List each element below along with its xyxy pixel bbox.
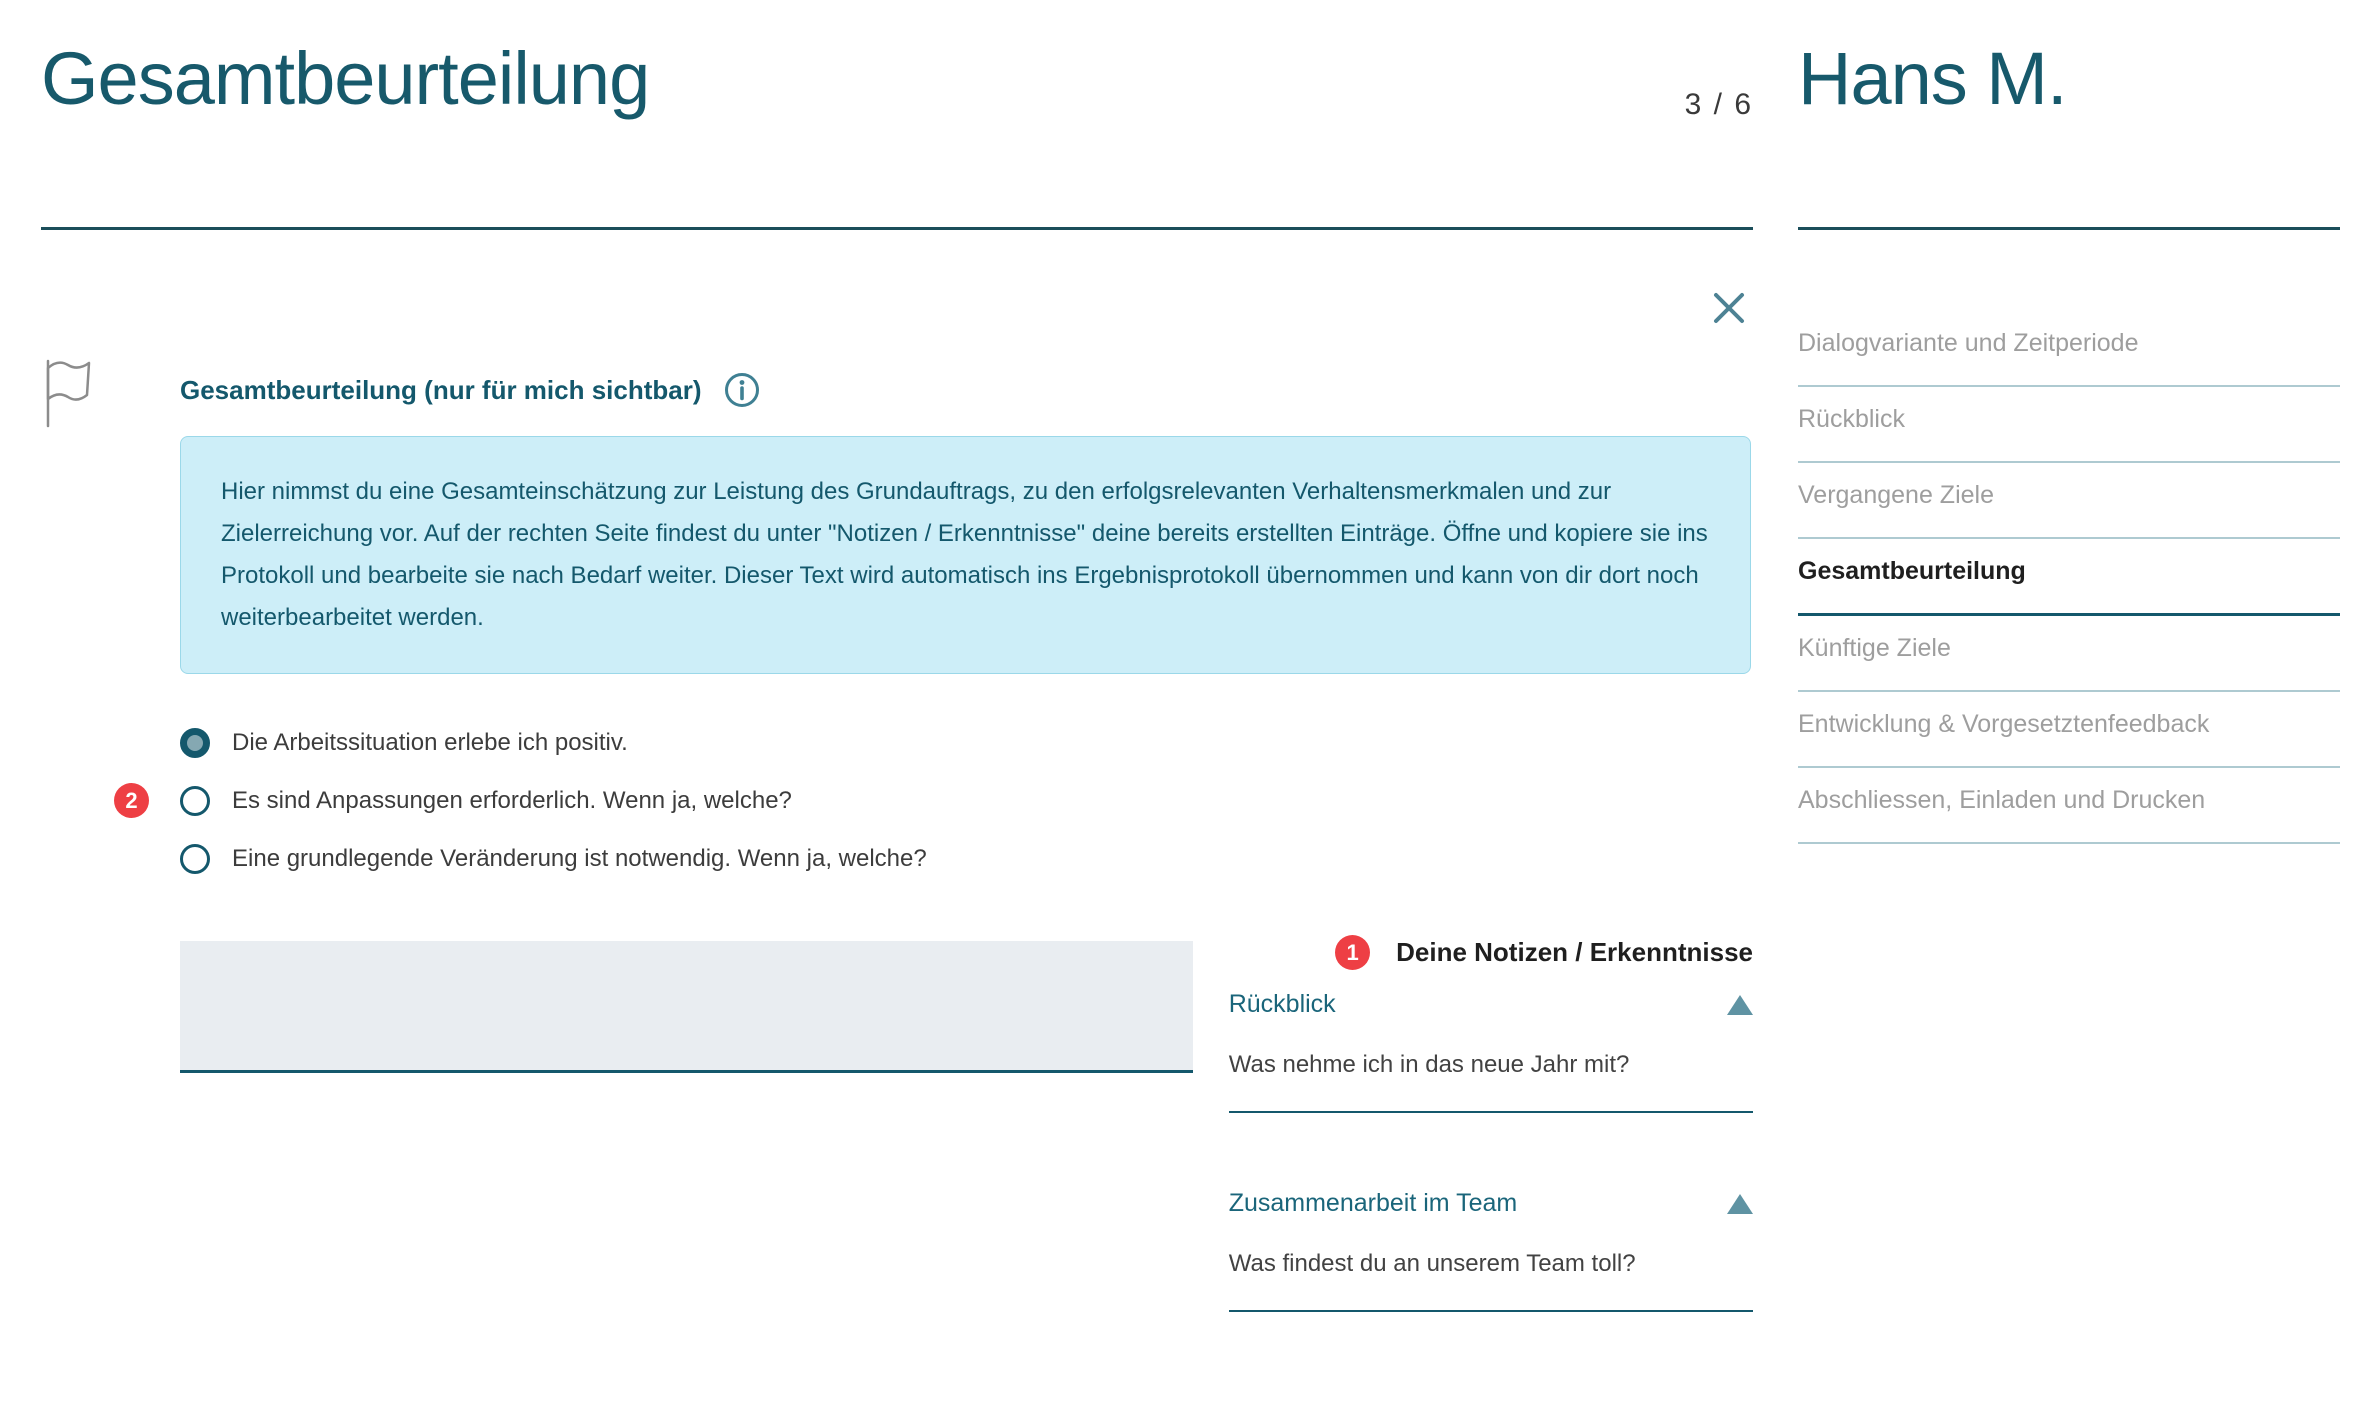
sidebar-nav xyxy=(1798,311,2340,844)
bottom-row xyxy=(180,937,1753,1312)
section-heading-row xyxy=(180,372,1753,408)
radio-option-positive[interactable] xyxy=(180,714,1753,772)
sidebar-item-gesamtbeurteilung[interactable]: Gesamtbeurteilung xyxy=(1798,539,2340,616)
close-icon xyxy=(1711,290,1747,326)
question-card xyxy=(41,230,1753,1312)
main-header xyxy=(41,0,1753,230)
notes-title: Deine Notizen / Erkenntnisse xyxy=(1396,937,1753,967)
notes-divider xyxy=(1229,1310,1753,1312)
section-heading: Gesamtbeurteilung (nur für mich sichtbar) xyxy=(180,374,702,405)
sidebar-item-abschliessen[interactable]: Abschliessen, Einladen und Drucken xyxy=(1798,768,2340,844)
notes-question: Was findest du an unserem Team toll? xyxy=(1228,1250,1636,1277)
radio-label: Es sind Anpassungen erforderlich. Wenn ja, welche? xyxy=(232,787,792,814)
radio-button[interactable] xyxy=(180,844,210,874)
close-button[interactable] xyxy=(1711,290,1747,326)
sidebar-item-dialogvariante[interactable]: Dialogvariante und Zeitperiode xyxy=(1798,311,2340,387)
step-badge-1: 1 xyxy=(1335,935,1370,970)
radio-label: Die Arbeitssituation erlebe ich positiv. xyxy=(232,729,628,756)
notes-section-title: Zusammenarbeit im Team xyxy=(1228,1189,1518,1217)
page-title: Gesamtbeurteilung xyxy=(41,37,650,120)
sidebar-item-rueckblick[interactable]: Rückblick xyxy=(1798,387,2340,463)
triangle-up-icon[interactable] xyxy=(1727,995,1753,1015)
info-icon[interactable] xyxy=(724,372,760,408)
person-name: Hans M. xyxy=(1798,37,2067,120)
notes-section-team xyxy=(1229,1189,1753,1312)
radio-group xyxy=(125,714,1753,888)
radio-button[interactable] xyxy=(180,786,210,816)
notes-header xyxy=(1229,935,1753,970)
notes-section-toggle[interactable] xyxy=(1229,1189,1753,1218)
notes-question: Was nehme ich in das neue Jahr mit? xyxy=(1228,1051,1630,1078)
notes-divider xyxy=(1229,1111,1753,1113)
notes-section-rueckblick xyxy=(1229,990,1753,1113)
flag-icon xyxy=(41,358,95,428)
notes-section-toggle[interactable] xyxy=(1229,990,1753,1019)
notes-panel xyxy=(1228,937,1753,1312)
main-column xyxy=(41,0,1753,1312)
sidebar-item-kuenftige-ziele[interactable]: Künftige Ziele xyxy=(1798,616,2340,692)
card-body xyxy=(125,230,1753,1312)
protocol-textarea[interactable] xyxy=(180,941,1193,1073)
radio-option-adjustments[interactable] xyxy=(125,772,1753,830)
notes-section-title: Rückblick xyxy=(1228,990,1336,1018)
triangle-up-icon[interactable] xyxy=(1727,1194,1753,1214)
step-badge-2: 2 xyxy=(114,783,149,818)
info-box: Hier nimmst du eine Gesamteinschätzung zur Leistung des Grundauftrags, zu den erfolgsrelevanten Verhaltensmerkmalen und zur Zielerreichung vor. Auf der rechten Seite findest du unter "Notizen / Erkenntnisse" deine bereits erstellten Einträge. Öffne und kopiere sie ins Protokoll und bearbeite sie nach Bedarf weiter. Dieser Text wird automatisch ins Ergebnisprotokoll übernommen und kann von dir dort noch weiterbearbeitet werden. xyxy=(180,436,1751,674)
page-indicator: 3 / 6 xyxy=(1684,88,1753,121)
sidebar xyxy=(1798,0,2340,844)
sidebar-header xyxy=(1798,0,2340,230)
radio-button-selected[interactable] xyxy=(180,728,210,758)
radio-option-fundamental-change[interactable] xyxy=(180,830,1753,888)
radio-label: Eine grundlegende Veränderung ist notwendig. Wenn ja, welche? xyxy=(232,845,927,872)
sidebar-item-vergangene-ziele[interactable]: Vergangene Ziele xyxy=(1798,463,2340,539)
sidebar-item-entwicklung[interactable]: Entwicklung & Vorgesetztenfeedback xyxy=(1798,692,2340,768)
